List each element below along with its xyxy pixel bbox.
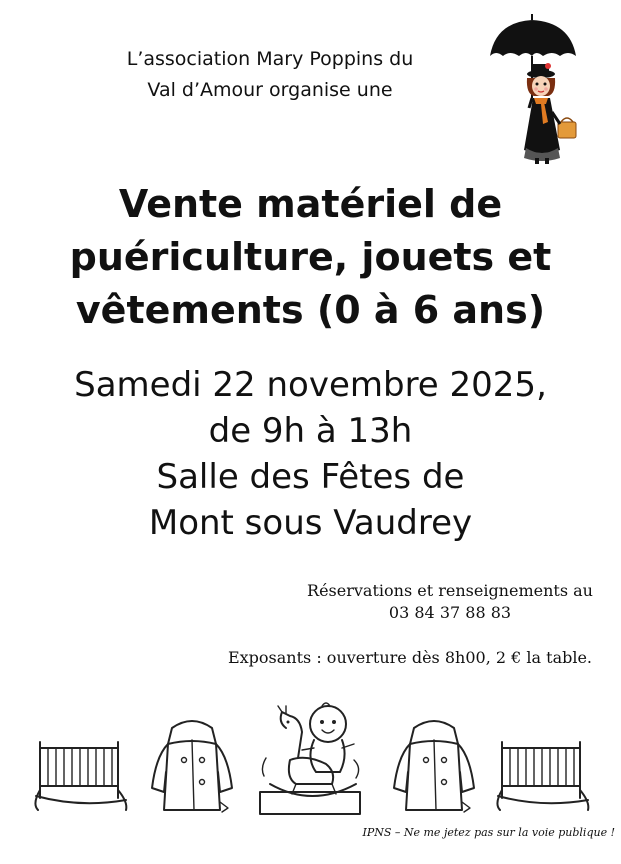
- title-line-1: Vente matériel de: [118, 182, 503, 226]
- event-details: [0, 362, 621, 546]
- event-venue-line-1: Salle des Fêtes de: [156, 457, 465, 497]
- baby-rocking-horse-icon: [256, 698, 366, 820]
- event-time: de 9h à 13h: [208, 411, 413, 451]
- intro-line-1: L’association Mary Poppins du: [126, 48, 414, 70]
- event-venue-line-2: Mont sous Vaudrey: [148, 503, 473, 543]
- intro-line-2: Val d’Amour organise une: [147, 79, 393, 101]
- event-title: [0, 178, 621, 337]
- baby-coat-icon: [384, 716, 484, 816]
- exhibitors-info: Exposants : ouverture dès 8h00, 2 € la table.: [227, 648, 593, 667]
- reservations-phone: 03 84 37 88 83: [388, 603, 512, 622]
- reservations-info: [290, 580, 610, 624]
- ipns-notice: IPNS – Ne me jetez pas sur la voie publique !: [362, 826, 615, 839]
- mary-poppins-umbrella-icon: [486, 12, 582, 168]
- title-line-2: puériculture, jouets et: [69, 235, 552, 279]
- baby-coat-icon: [142, 716, 242, 816]
- crib-icon: [34, 738, 130, 814]
- crib-icon: [496, 738, 592, 814]
- title-line-3: vêtements (0 à 6 ans): [75, 288, 546, 332]
- intro-text: [60, 44, 480, 106]
- event-date: Samedi 22 novembre 2025,: [74, 365, 547, 405]
- reservations-label: Réservations et renseignements au: [307, 581, 593, 600]
